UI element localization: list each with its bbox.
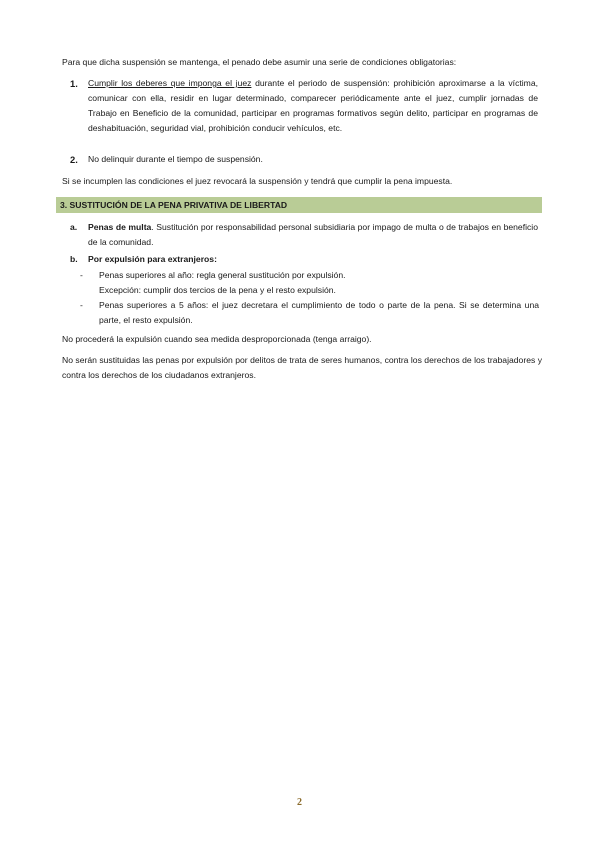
condition-1-underlined: Cumplir los deberes que imponga el juez bbox=[88, 78, 252, 88]
condition-1-text bbox=[88, 76, 538, 136]
condition-1-marker: 1. bbox=[70, 78, 78, 89]
item-a-bold: Penas de multa bbox=[88, 222, 152, 232]
subitem-1-marker: - bbox=[80, 270, 83, 280]
page-number: 2 bbox=[297, 797, 302, 808]
subitem-1-line1: Penas superiores al año: regla general sustitución por expulsión. bbox=[99, 270, 346, 280]
subitem-2-text: Penas superiores a 5 años: el juez decretara el cumplimiento de todo o parte de la pena. Si se determina una parte, el resto expulsión. bbox=[99, 300, 539, 325]
exclusion-paragraph: No serán sustituidas las penas por expulsión por delitos de trata de seres humanos, contra los derechos de los trabajadores y contra los derechos de los ciudadanos extranjeros. bbox=[62, 355, 542, 380]
intro-paragraph: Para que dicha suspensión se mantenga, el penado debe asumir una serie de condiciones obligatorias: bbox=[62, 57, 457, 67]
item-b-heading bbox=[88, 252, 538, 267]
item-a-text bbox=[88, 220, 538, 250]
item-b-marker: b. bbox=[70, 254, 78, 264]
condition-1-rest: durante el periodo de suspensión: prohibición aproximarse a la víctima, comunicar con ella, residir en lugar determinado, comparecer periódicamente ante el juez, cumplir jornadas de Trabajo en Beneficio de la comunidad, participar en programas formativos según delito, participar en programas de deshabituación, seguridad vial, prohibición conducir vehículos, etc. bbox=[88, 78, 538, 133]
subitem-2-marker: - bbox=[80, 300, 83, 310]
item-b-bold: Por expulsión para extranjeros: bbox=[88, 254, 217, 264]
item-a-rest: . Sustitución por responsabilidad personal subsidiaria por impago de multa o de trabajos en beneficio de la comunidad. bbox=[88, 222, 538, 247]
section-title: 3. SUSTITUCIÓN DE LA PENA PRIVATIVA DE LIBERTAD bbox=[60, 200, 288, 210]
revocation-paragraph: Si se incumplen las condiciones el juez revocará la suspensión y tendrá que cumplir la pena impuesta. bbox=[62, 176, 453, 186]
section-header-bar bbox=[56, 197, 542, 213]
no-expulsion-paragraph: No procederá la expulsión cuando sea medida desproporcionada (tenga arraigo). bbox=[62, 334, 372, 344]
item-a-marker: a. bbox=[70, 222, 78, 232]
condition-2-marker: 2. bbox=[70, 154, 78, 165]
condition-2-text: No delinquir durante el tiempo de suspensión. bbox=[88, 154, 263, 164]
subitem-1-line2: Excepción: cumplir dos tercios de la pena y el resto expulsión. bbox=[99, 285, 336, 295]
